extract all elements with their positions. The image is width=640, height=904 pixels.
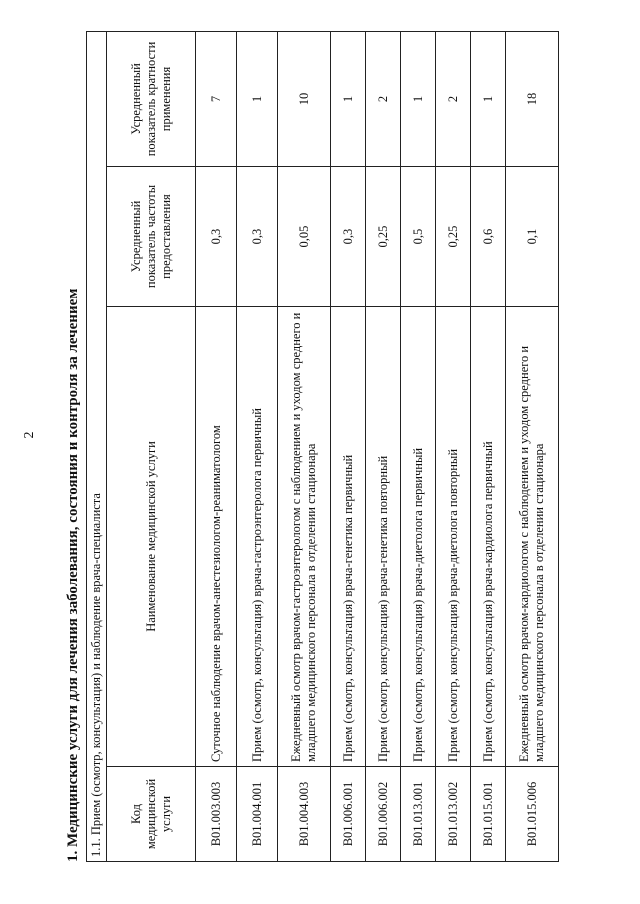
- table-row: [401, 31, 436, 861]
- header-frequency: Усредненный показатель частоты предоставления: [107, 167, 196, 307]
- table-row: [237, 31, 278, 861]
- table-row: [278, 31, 331, 861]
- table-row: [196, 31, 237, 861]
- subsection-title: 1.1. Прием (осмотр, консультация) и наблюдение врача-специалиста: [87, 31, 107, 861]
- column-header-row: [107, 31, 196, 861]
- service-name: Ежедневный осмотр врачом-гастроэнтерологом с наблюдением и уходом среднего и младшего медицинского персонала в отделении стационара: [278, 307, 331, 767]
- table-row: [471, 31, 506, 861]
- section-title: 1. Медицинские услуги для лечения заболевания, состояния и контроля за лечением: [65, 288, 81, 862]
- service-code: B01.006.001: [331, 767, 366, 862]
- frequency-value: 0,3: [331, 167, 366, 307]
- service-name: Прием (осмотр, консультация) врача-диетолога повторный: [436, 307, 471, 767]
- frequency-value: 0,5: [401, 167, 436, 307]
- multiplicity-value: 7: [196, 31, 237, 166]
- service-name: Прием (осмотр, консультация) врача-кардиолога первичный: [471, 307, 506, 767]
- service-name: Суточное наблюдение врачом-анестезиологом-реаниматологом: [196, 307, 237, 767]
- service-code: B01.013.002: [436, 767, 471, 862]
- multiplicity-value: 2: [366, 31, 401, 166]
- multiplicity-value: 2: [436, 31, 471, 166]
- service-code: B01.015.006: [506, 767, 559, 862]
- multiplicity-value: 1: [471, 31, 506, 166]
- table-row: [366, 31, 401, 861]
- multiplicity-value: 18: [506, 31, 559, 166]
- table-row: [331, 31, 366, 861]
- service-name: Прием (осмотр, консультация) врача-генетика повторный: [366, 307, 401, 767]
- multiplicity-value: 1: [401, 31, 436, 166]
- document-body: [62, 32, 572, 862]
- frequency-value: 0,3: [196, 167, 237, 307]
- header-multiplicity: Усредненный показатель кратности применения: [107, 31, 196, 166]
- frequency-value: 0,6: [471, 167, 506, 307]
- multiplicity-value: 1: [237, 31, 278, 166]
- multiplicity-value: 10: [278, 31, 331, 166]
- service-name: Прием (осмотр, консультация) врача-генетика первичный: [331, 307, 366, 767]
- service-code: B01.013.001: [401, 767, 436, 862]
- subsection-row: [87, 31, 107, 861]
- table-row: [436, 31, 471, 861]
- service-code: B01.004.003: [278, 767, 331, 862]
- page-number: 2: [22, 431, 37, 439]
- services-table: [86, 31, 559, 862]
- frequency-value: 0,25: [366, 167, 401, 307]
- multiplicity-value: 1: [331, 31, 366, 166]
- header-name: Наименование медицинской услуги: [107, 307, 196, 767]
- service-code: B01.015.001: [471, 767, 506, 862]
- header-code: Код медицинской услуги: [107, 767, 196, 862]
- frequency-value: 0,1: [506, 167, 559, 307]
- service-name: Прием (осмотр, консультация) врача-диетолога первичный: [401, 307, 436, 767]
- service-code: B01.004.001: [237, 767, 278, 862]
- frequency-value: 0,25: [436, 167, 471, 307]
- service-code: B01.006.002: [366, 767, 401, 862]
- table-row: [506, 31, 559, 861]
- frequency-value: 0,3: [237, 167, 278, 307]
- service-name: Прием (осмотр, консультация) врача-гастроэнтеролога первичный: [237, 307, 278, 767]
- service-name: Ежедневный осмотр врачом-кардиологом с наблюдением и уходом среднего и младшего медицинского персонала в отделении стационара: [506, 307, 559, 767]
- frequency-value: 0,05: [278, 167, 331, 307]
- service-code: B01.003.003: [196, 767, 237, 862]
